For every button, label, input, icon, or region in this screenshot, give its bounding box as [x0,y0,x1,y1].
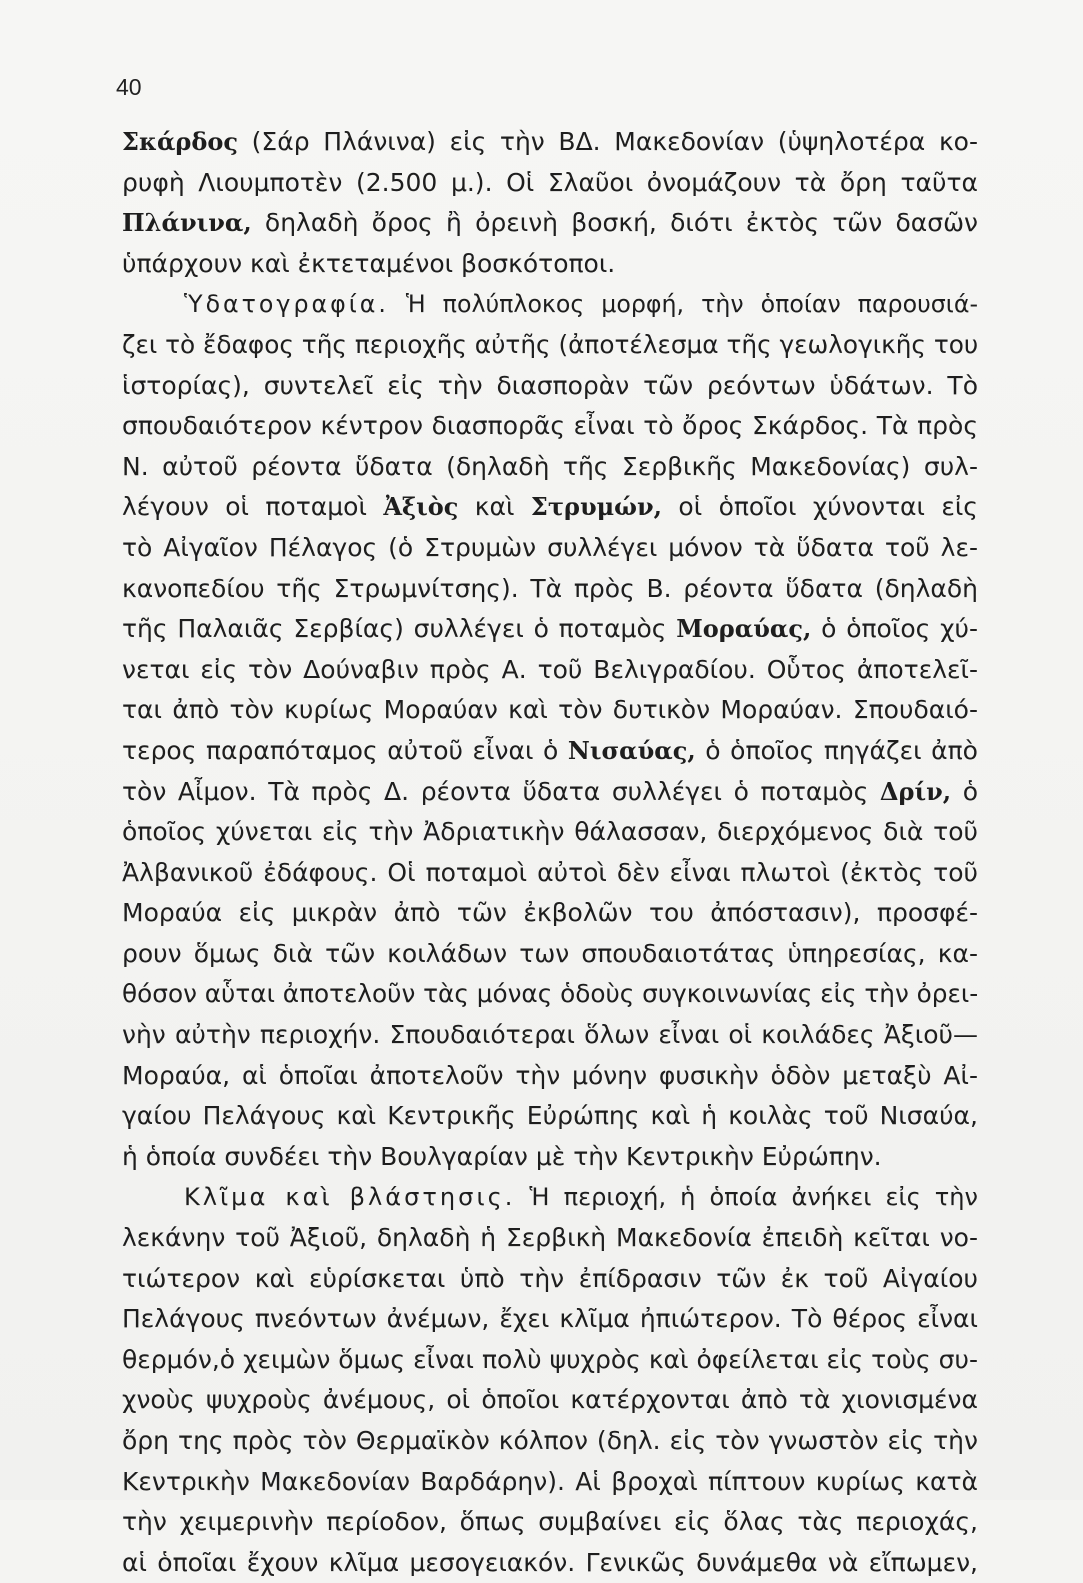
text-run: θόσον αὗται ἀποτελοῦν τὰς μόνας ὁδοὺς συγκοινωνίας εἰς τὴν ὀρει- [122,979,979,1009]
text-line [122,1096,978,1137]
bold-term: Μοραύας, [676,614,812,644]
text-run: ὄρη της πρὸς τὸν Θερμαϊκὸν κόλπον (δηλ. εἰς τὸν γνωστὸν εἰς τὴν [122,1426,978,1455]
text-run: ρουν ὅμως διὰ τῶν κοιλάδων των σπουδαιοτάτας ὑπηρεσίας, κα- [122,938,978,968]
text-line [122,1543,978,1583]
text-run: τῆς Παλαιᾶς Σερβίας) συλλέγει ὁ ποταμὸς [122,614,677,644]
text-line [122,690,978,731]
text-run: αἱ ὁποῖαι ἔχουν κλῖμα μεσογειακόν. Γενικῶς δυνάμεθα νὰ εἴπωμεν, [122,1547,978,1577]
text-run: καὶ [458,492,531,522]
text-run: Μοραύα, αἱ ὁποῖαι ἀποτελοῦν τὴν μόνην φυσικὴν ὁδὸν μεταξὺ Αἰ- [122,1060,978,1090]
bold-term: Δρίν, [879,776,952,806]
text-line [122,528,978,569]
text-run: τὸ Αἰγαῖον Πέλαγος (ὁ Στρυμὼν συλλέγει μόνον τὰ ὕδατα τοῦ λε- [122,532,978,562]
section-heading: Ὑδατογραφία. [184,290,389,319]
text-run: σπουδαιότερον κέντρον διασπορᾶς εἶναι τὸ ὄρος Σκάρδος. Τὰ πρὸς [122,411,978,441]
text-run: ζει τὸ ἔδαφος τῆς περιοχῆς αὐτῆς (ἀποτέλεσμα τῆς γεωλογικῆς του [122,329,979,359]
text-run: δηλαδὴ ὄρος ἢ ὀρεινὴ βοσκή, διότι ἐκτὸς τῶν δασῶν [251,208,978,238]
text-line [122,1299,978,1340]
text-run: τὸν Αἶμον. Τὰ πρὸς Δ. ρέοντα ὕδατα συλλέγει ὁ ποταμὸς [122,776,880,806]
text-run: ὁ [951,776,978,806]
text-line [122,325,978,366]
text-line [122,1177,978,1218]
text-line [122,1056,978,1097]
text-line [122,569,978,610]
section-heading: Κλῖμα καὶ βλάστησις. [184,1183,516,1212]
text-run: (Σάρ Πλάνινα) εἰς τὴν ΒΔ. Μακεδονίαν (ὑψηλοτέρα κο- [238,127,978,156]
text-run: οἱ ὁποῖοι χύνονται εἰς [662,492,978,522]
bold-term: Στρυμών, [530,492,663,522]
text-line [122,122,978,163]
text-line [122,163,978,204]
text-line [122,650,978,691]
text-line [122,974,978,1015]
text-line [122,1421,978,1462]
text-run: νεται εἰς τὸν Δούναβιν πρὸς Α. τοῦ Βελιγραδίου. Οὗτος ἀποτελεῖ- [122,654,978,684]
text-run: ἡ ὁποία συνδέει τὴν Βουλγαρίαν μὲ τὴν Κεντρικὴν Εὐρώπην. [122,1141,882,1171]
text-run: ἱστορίας), συντελεῖ εἰς τὴν διασπορὰν τῶν ρεόντων ὑδάτων. Τὸ [122,370,978,400]
text-line [122,244,978,285]
text-run: Πελάγους πνεόντων ἀνέμων, ἔχει κλῖμα ἠπιώτερον. Τὸ θέρος εἶναι [122,1304,978,1334]
text-run: ὁ ὁποῖος πηγάζει ἀπὸ [695,735,978,765]
text-run: θερμόν,ὁ χειμὼν ὅμως εἶναι πολὺ ψυχρὸς καὶ ὀφείλεται εἰς τοὺς συ- [122,1344,978,1374]
text-line [122,203,978,244]
text-line [122,1137,978,1178]
bold-term: Πλάνινα, [122,208,252,238]
text-line [122,487,978,528]
text-line [122,853,978,894]
text-run: τὴν χειμερινὴν περίοδον, ὅπως συμβαίνει εἰς ὅλας τὰς περιοχάς, [122,1507,978,1537]
text-line [122,731,978,772]
text-run: Μοραύα εἰς μικρὰν ἀπὸ τῶν ἐκβολῶν του ἀπόστασιν), προσφέ- [122,898,978,928]
text-line [122,1015,978,1056]
bold-term: Ἀξιὸς [383,492,459,522]
text-run: Ἀλβανικοῦ ἐδάφους. Οἱ ποταμοὶ αὐτοὶ δὲν εἶναι πλωτοὶ (ἐκτὸς τοῦ [122,857,978,887]
text-line [122,1340,978,1381]
text-run: Ν. αὐτοῦ ρέοντα ὕδατα (δηλαδὴ τῆς Σερβικῆς Μακεδονίας) συλ- [122,451,978,481]
text-run: Κεντρικὴν Μακεδονίαν Βαρδάρην). Αἱ βροχαὶ πίπτουν κυρίως κατὰ [122,1466,978,1496]
text-run: νὴν αὐτὴν περιοχήν. Σπουδαιότεραι ὅλων εἶναι οἱ κοιλάδες Ἀξιοῦ— [122,1020,978,1050]
bold-term: Σκάρδος [122,127,239,156]
text-line [122,1462,978,1503]
text-line [122,934,978,975]
text-run: κανοπεδίου τῆς Στρωμνίτσης). Τὰ πρὸς Β. ρέοντα ὕδατα (δηλαδὴ [122,573,978,603]
text-run: ται ἀπὸ τὸν κυρίως Μοραύαν καὶ τὸν δυτικὸν Μοραύαν. Σπουδαιό- [122,695,978,725]
text-line [122,406,978,447]
text-line [122,1380,978,1421]
text-line [122,284,978,325]
text-run: ὁποῖος χύνεται εἰς τὴν Ἀδριατικὴν θάλασσαν, διερχόμενος διὰ τοῦ [122,817,978,847]
text-run: ρυφὴ Λιουμποτὲν (2.500 μ.). Οἱ Σλαῦοι ὀνομάζουν τὰ ὄρη ταῦτα [122,167,978,197]
text-line [122,366,978,407]
text-run: Ἡ περιοχή, ἡ ὁποία ἀνήκει εἰς τὴν [515,1183,979,1212]
text-run: τερος παραπόταμος αὐτοῦ εἶναι ὁ [122,735,568,765]
text-line [122,772,978,813]
text-run: Ἡ πολύπλοκος μορφή, τὴν ὁποίαν παρουσιά- [388,290,978,319]
text-line [122,447,978,488]
text-line [122,1218,978,1259]
text-line [122,812,978,853]
text-line [122,1502,978,1543]
text-line [122,893,978,934]
text-line [122,609,978,650]
text-run: τιώτερον καὶ εὑρίσκεται ὑπὸ τὴν ἐπίδρασιν τῶν ἐκ τοῦ Αἰγαίου [122,1263,978,1293]
text-run: λέγουν οἱ ποταμοὶ [122,492,384,522]
bold-term: Νισαύας, [567,735,696,765]
text-run: ὑπάρχουν καὶ ἐκτεταμένοι βοσκότοποι. [122,248,616,278]
text-run: ὁ ὁποῖος χύ- [811,614,979,644]
text-run: λεκάνην τοῦ Ἀξιοῦ, δηλαδὴ ἡ Σερβικὴ Μακεδονία ἐπειδὴ κεῖται νο- [122,1223,978,1253]
page-number: 40 [116,74,142,100]
text-run: χνοὺς ψυχροὺς ἀνέμους, οἱ ὁποῖοι κατέρχονται ἀπὸ τὰ χιονισμένα [122,1385,978,1415]
text-run: γαίου Πελάγους καὶ Κεντρικῆς Εὐρώπης καὶ ἡ κοιλὰς τοῦ Νισαύα, [122,1101,978,1131]
text-line [122,1259,978,1300]
body-text [122,122,978,1583]
